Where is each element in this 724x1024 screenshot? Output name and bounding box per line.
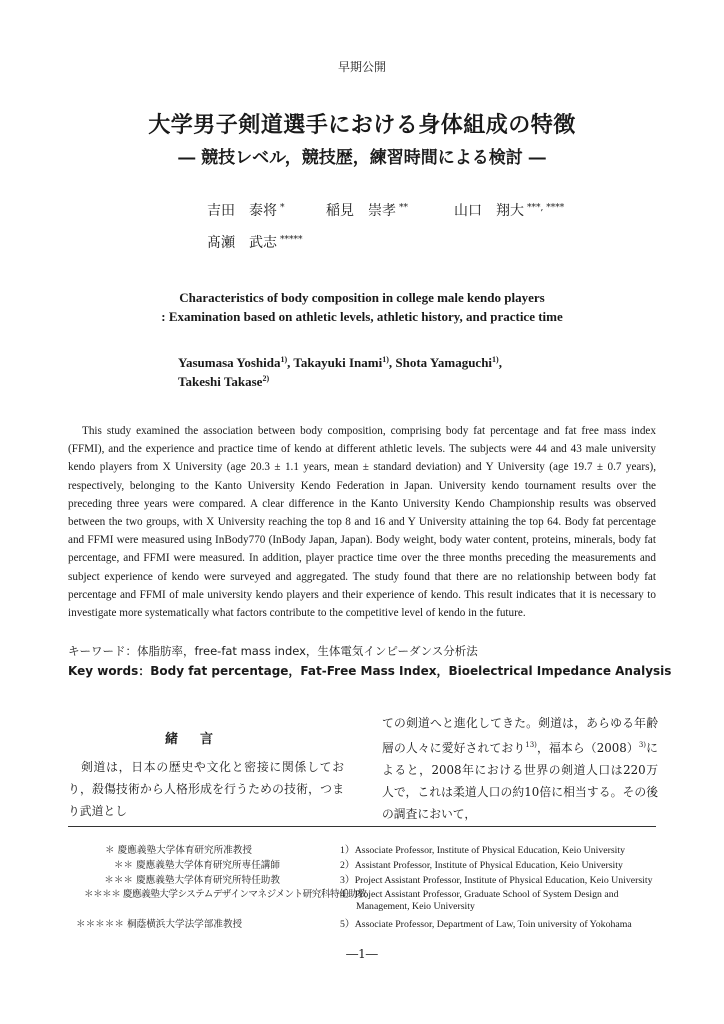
footnote-en-4-continued: Management, Keio University — [356, 901, 475, 912]
citation-ref: 13) — [525, 741, 537, 749]
footnote-en-5: 5）Associate Professor, Department of Law, Toin university of Yokohama — [340, 919, 632, 930]
footnote-en-1: 1）Associate Professor, Institute of Physical Education, Keio University — [340, 845, 626, 856]
footnote-en-4: 4）Project Assistant Professor, Graduate School of System Design and — [340, 889, 619, 900]
authors-english-line2: Takeshi Takase$^{2)}$ — [178, 374, 270, 389]
footnote-ja-5: ＊＊＊＊＊ 桐蔭横浜大学法学部准教授 — [76, 919, 243, 930]
footnote-en-2: 2）Assistant Professor, Institute of Physical Education, Keio University — [340, 860, 623, 871]
early-release-label: 早期公開 — [337, 60, 386, 74]
body-text-right-column: ての剣道へと進化してきた。剣道は，あらゆる年齢層の人々に愛好されており$^{13)}$，福本ら$(2008)^{3)}$によると，2008年における世界の剣道人口は220万人で，これは柔道人口の約10倍に相当する。その後の調査において， — [382, 716, 658, 821]
page-number: ―1― — [346, 947, 378, 961]
title-english-line1: Characteristics of body composition in college male kendo players — [179, 290, 545, 305]
footnote-ja-1: ＊ 慶應義塾大学体育研究所准教授 — [105, 845, 252, 856]
footnote-ja-2: ＊＊ 慶應義塾大学体育研究所専任講師 — [113, 860, 280, 871]
footnote-divider — [68, 826, 656, 827]
section-heading: 緒言 — [164, 732, 235, 747]
authors-english-line1: Yasumasa Yoshida$^{1)}$, Takayuki Inami$^{1)}$, Shota Yamaguchi$^{1)}$, — [178, 355, 502, 370]
author-ja-2: 稲見 崇孝 ** — [326, 203, 408, 219]
keywords-english: Key words：Body fat percentage，Fat-Free Mass Index，Bioelectrical Impedance Analysis — [68, 664, 672, 678]
citation-ref: 3) — [638, 741, 647, 749]
abstract: This study examined the association between body composition, comprising body fat percentage and fat free mass index (FFMI), and the experience and practice time of kendo at different athletic levels. The subjects were 44 and 43 male university kendo players from X University (age 20.3 ± 1.1 years, mean ± standard deviation) and Y University (age 19.7 ± 0.7 years), respectively, belonging to the Kanto University Kendo Federation in Japan. University kendo tournament results over the preceding three years were compared. A clear difference in the Kanto University Kendo Championship results was observed between the two groups, with X University reaching the top 8 and 16 and Y University attaining the top 64. Body fat percentage and FFMI were measured using InBody770 (InBody Japan, Japan). Body weight, body water content, proteins, minerals, body fat percentage, and FFMI were measured. In addition, player practice time over the three months preceding the measurements and subject experience of kendo were surveyed and aggregated. The study found that there are no relationship between body fat percentage and FFMI of male university kendo players and their experience of kendo. This result indicates that it is necessary to investigate more systematically what factors contribute to the competitive level of kendo in the future. — [68, 425, 656, 620]
subtitle-japanese: ― 競技レベル，競技歴，練習時間による検討 ― — [178, 148, 546, 168]
title-japanese: 大学男子剣道選手における身体組成の特徴 — [148, 112, 576, 138]
title-english-line2: : Examination based on athletic levels, athletic history, and practice time — [161, 309, 563, 324]
body-text-left-column: 剣道は，日本の歴史や文化と密接に関係しており，殺傷技術から人格形成を行うための技術，つまり武道とし — [68, 760, 344, 818]
author-ja-4: 髙瀬 武志 ***** — [207, 235, 303, 251]
footnote-en-3: 3）Project Assistant Professor, Institute of Physical Education, Keio University — [340, 875, 653, 886]
footnote-ja-3: ＊＊＊ 慶應義塾大学体育研究所特任助教 — [104, 875, 280, 886]
author-ja-1: 吉田 泰将 * — [207, 203, 285, 219]
keywords-japanese: キーワード：体脂肪率，free-fat mass index，生体電気インピーダンス分析法 — [68, 644, 478, 658]
footnote-ja-4: ＊＊＊＊ 慶應義塾大学システムデザインマネジメント研究科特任助教 — [84, 889, 367, 900]
author-ja-3: 山口 翔大 ***, **** — [454, 203, 565, 219]
